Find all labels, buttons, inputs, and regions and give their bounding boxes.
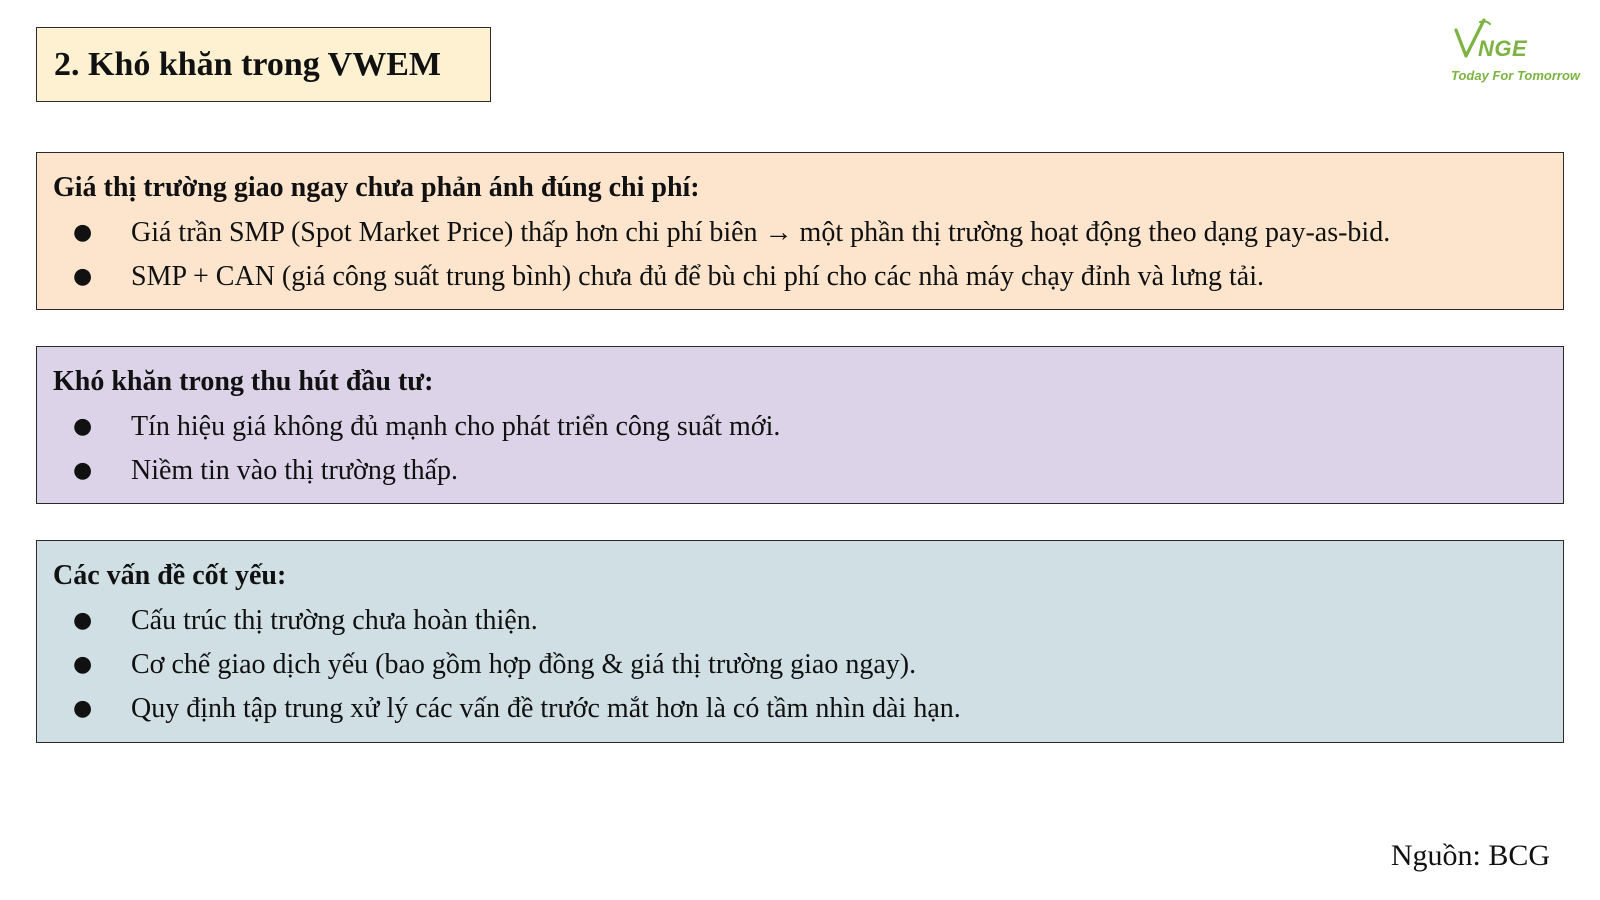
list-item [53, 255, 1563, 299]
bullet-list [53, 405, 1563, 493]
source-note: Nguồn: BCG [1390, 839, 1550, 872]
panel-heading: Giá thị trường giao ngay chưa phản ánh đúng chi phí: [53, 172, 700, 203]
bullet-icon: ● [73, 264, 93, 289]
slide-title: 2. Khó khăn trong VWEM [54, 45, 441, 83]
bullet-icon: ● [73, 458, 93, 483]
bullet-icon: ● [73, 696, 93, 721]
list-item [53, 687, 1563, 731]
panel-spot-price [36, 152, 1564, 310]
logo-tagline: Today For Tomorrow [1451, 68, 1581, 83]
bullet-icon: ● [73, 220, 93, 245]
list-item [53, 643, 1563, 687]
list-item-text: Cấu trúc thị trường chưa hoàn thiện. [131, 605, 538, 636]
bullet-list [53, 211, 1563, 299]
list-item [53, 449, 1563, 493]
panel-investment [36, 346, 1564, 504]
panel-heading: Khó khăn trong thu hút đầu tư: [53, 366, 434, 397]
list-item-text: SMP + CAN (giá công suất trung bình) chưa đủ để bù chi phí cho các nhà máy chạy đỉnh và lưng tải. [131, 261, 1264, 292]
slide-title-box [36, 27, 491, 102]
logo-wordmark: NGE [1478, 36, 1528, 61]
panel-core-issues [36, 540, 1564, 743]
list-item [53, 211, 1563, 255]
bullet-list [53, 599, 1563, 731]
bullet-icon: ● [73, 608, 93, 633]
list-item-text: Giá trần SMP (Spot Market Price) thấp hơn chi phí biên → một phần thị trường hoạt động theo dạng pay-as-bid. [131, 217, 1391, 248]
panel-heading: Các vấn đề cốt yếu: [53, 560, 287, 591]
list-item-text: Cơ chế giao dịch yếu (bao gồm hợp đồng & giá thị trường giao ngay). [131, 649, 917, 680]
bullet-icon: ● [73, 652, 93, 677]
vnge-logo [1436, 18, 1586, 90]
list-item [53, 405, 1563, 449]
list-item [53, 599, 1563, 643]
list-item-text: Tín hiệu giá không đủ mạnh cho phát triển công suất mới. [131, 411, 781, 442]
list-item-text: Quy định tập trung xử lý các vấn đề trước mắt hơn là có tầm nhìn dài hạn. [131, 693, 961, 724]
bullet-icon: ● [73, 414, 93, 439]
list-item-text: Niềm tin vào thị trường thấp. [131, 455, 459, 486]
